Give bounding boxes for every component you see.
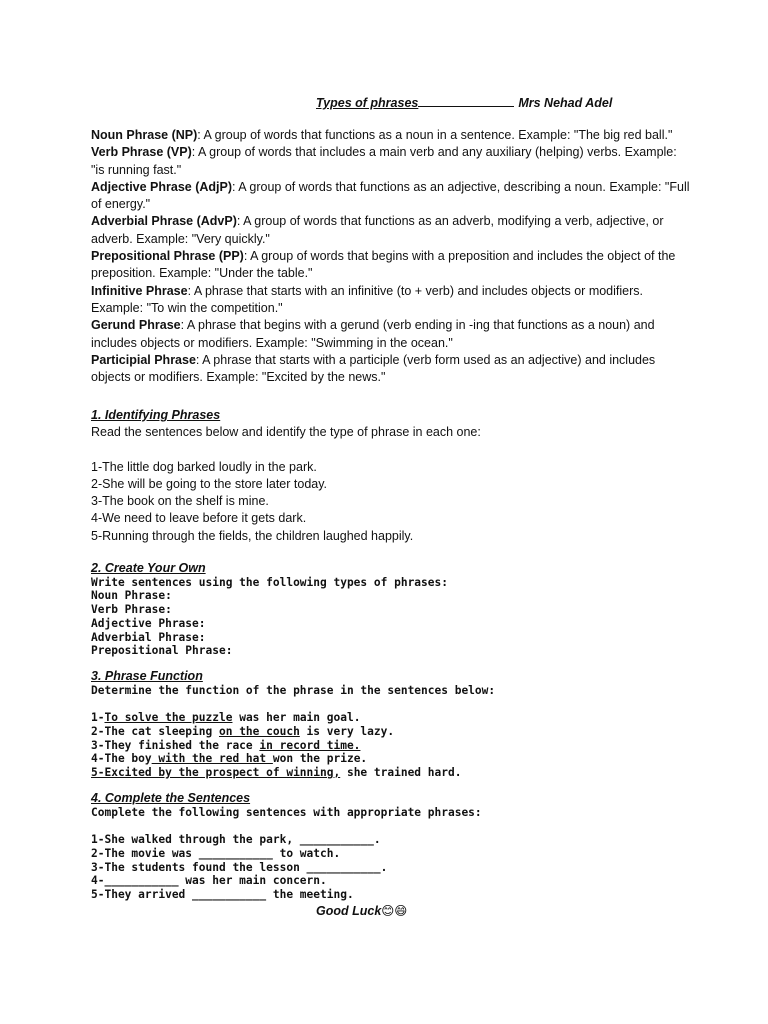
section-create-your-own bbox=[91, 562, 711, 658]
list-item: 3-The book on the shelf is mine. bbox=[91, 494, 269, 509]
section-instruction: Write sentences using the following types of phrases: bbox=[91, 575, 448, 589]
definition-item bbox=[91, 283, 691, 318]
definition-item bbox=[91, 248, 691, 283]
definition-item bbox=[91, 317, 691, 352]
definition-text: : A phrase that starts with an infinitive (to + verb) and includes objects or modifiers. Example: "To win the competition." bbox=[91, 283, 643, 315]
definition-item bbox=[91, 144, 691, 179]
definition-item bbox=[91, 213, 691, 248]
list-item bbox=[91, 766, 711, 780]
definition-text: : A phrase that begins with a gerund (verb ending in -ing that functions as a noun) and includes objects or modifiers. Example: "Swimming in the ocean." bbox=[91, 318, 655, 350]
sentence-text: is very lazy. bbox=[299, 724, 395, 738]
sentence-text: was her main goal. bbox=[232, 711, 361, 725]
smiley-emoji-icon: 😊😄 bbox=[381, 904, 408, 918]
underlined-phrase: in record time. bbox=[259, 738, 361, 752]
list-item: 4-___________ was her main concern. bbox=[91, 874, 327, 888]
definition-term: Noun Phrase (NP) bbox=[91, 128, 198, 142]
list-item bbox=[91, 725, 711, 739]
list-item: 1-She walked through the park, ___________. bbox=[91, 833, 381, 847]
definition-item bbox=[91, 179, 691, 214]
list-item: Adverbial Phrase: bbox=[91, 630, 206, 644]
author-name: Mrs Nehad Adel bbox=[518, 96, 613, 110]
section-instruction: Read the sentences below and identify the type of phrase in each one: bbox=[91, 425, 481, 439]
list-item: Verb Phrase: bbox=[91, 603, 172, 617]
definition-text: : A group of words that functions as a noun in a sentence. Example: "The big red ball." bbox=[197, 128, 673, 142]
sentence-text: 2-The cat sleeping bbox=[91, 724, 219, 738]
definitions-list bbox=[91, 127, 691, 386]
blank-line bbox=[91, 697, 711, 711]
section-complete-sentences bbox=[91, 792, 711, 902]
sentence-text: 3-They finished the race bbox=[91, 738, 260, 752]
list-item bbox=[91, 711, 711, 725]
sentence-text: 1- bbox=[91, 711, 105, 725]
list-item: 5-Running through the fields, the children laughed happily. bbox=[91, 528, 414, 543]
definition-text: : A group of words that functions as an adverb, modifying a verb, adjective, or adverb. Example: "Very quickly." bbox=[91, 214, 664, 246]
list-item: 5-They arrived ___________ the meeting. bbox=[91, 887, 354, 901]
definition-term: Infinitive Phrase bbox=[91, 283, 188, 298]
list-item bbox=[91, 739, 711, 753]
definition-term: Adjective Phrase (AdjP) bbox=[91, 179, 233, 194]
list-item: 3-The students found the lesson ___________. bbox=[91, 860, 388, 874]
definition-term: Adverbial Phrase (AdvP) bbox=[91, 214, 237, 229]
list-item: 2-She will be going to the store later today. bbox=[91, 476, 328, 491]
list-item: Noun Phrase: bbox=[91, 589, 172, 603]
section-title: 1. Identifying Phrases bbox=[91, 408, 221, 422]
definition-term: Participial Phrase bbox=[91, 352, 196, 367]
definition-text: : A group of words that includes a main verb and any auxiliary (helping) verbs. Example: "is running fast." bbox=[91, 145, 677, 177]
sentence-text: 4-The boy bbox=[91, 752, 152, 766]
list-item: 4-We need to leave before it gets dark. bbox=[91, 511, 307, 526]
list-item: 1-The little dog barked loudly in the park. bbox=[91, 459, 317, 474]
section-phrase-function bbox=[91, 670, 711, 780]
blank-line bbox=[91, 819, 711, 833]
good-luck-text: Good Luck bbox=[316, 904, 382, 918]
document-header bbox=[316, 93, 612, 112]
section-title: 2. Create Your Own bbox=[91, 561, 206, 575]
definition-term: Verb Phrase (VP) bbox=[91, 145, 192, 160]
definition-text: : A group of words that begins with a preposition and includes the object of the preposition. Example: "Under the table." bbox=[91, 249, 676, 281]
list-item: Adjective Phrase: bbox=[91, 616, 206, 630]
sentence-text: won the prize. bbox=[272, 752, 368, 766]
section-title: 3. Phrase Function bbox=[91, 669, 203, 683]
definition-text: : A phrase that starts with a participle (verb form used as an adjective) and includes objects or modifiers. Example: "Excited by the news." bbox=[91, 352, 656, 385]
definition-term: Gerund Phrase bbox=[91, 318, 181, 333]
underlined-phrase: with the red hat bbox=[151, 752, 273, 766]
blank-line bbox=[91, 441, 691, 458]
document-title: Types of phrases bbox=[316, 96, 419, 110]
list-item: 2-The movie was ___________ to watch. bbox=[91, 846, 341, 860]
underlined-phrase: To solve the puzzle bbox=[104, 711, 233, 725]
sentence-text: she trained hard. bbox=[340, 765, 462, 779]
list-item bbox=[91, 752, 711, 766]
section-title: 4. Complete the Sentences bbox=[91, 791, 251, 805]
section-instruction: Determine the function of the phrase in the sentences below: bbox=[91, 683, 496, 697]
title-underline bbox=[418, 93, 514, 107]
good-luck-footer bbox=[316, 903, 407, 919]
section-instruction: Complete the following sentences with appropriate phrases: bbox=[91, 805, 482, 819]
definition-text: : A group of words that functions as an adjective, describing a noun. Example: "Full of energy." bbox=[91, 179, 690, 212]
list-item: Prepositional Phrase: bbox=[91, 644, 233, 658]
definition-item bbox=[91, 127, 691, 144]
underlined-phrase: 5-Excited by the prospect of winning, bbox=[91, 765, 341, 779]
section-identifying-phrases bbox=[91, 407, 691, 545]
underlined-phrase: on the couch bbox=[218, 724, 300, 738]
definition-term: Prepositional Phrase (PP) bbox=[91, 249, 244, 264]
definition-item bbox=[91, 352, 691, 387]
